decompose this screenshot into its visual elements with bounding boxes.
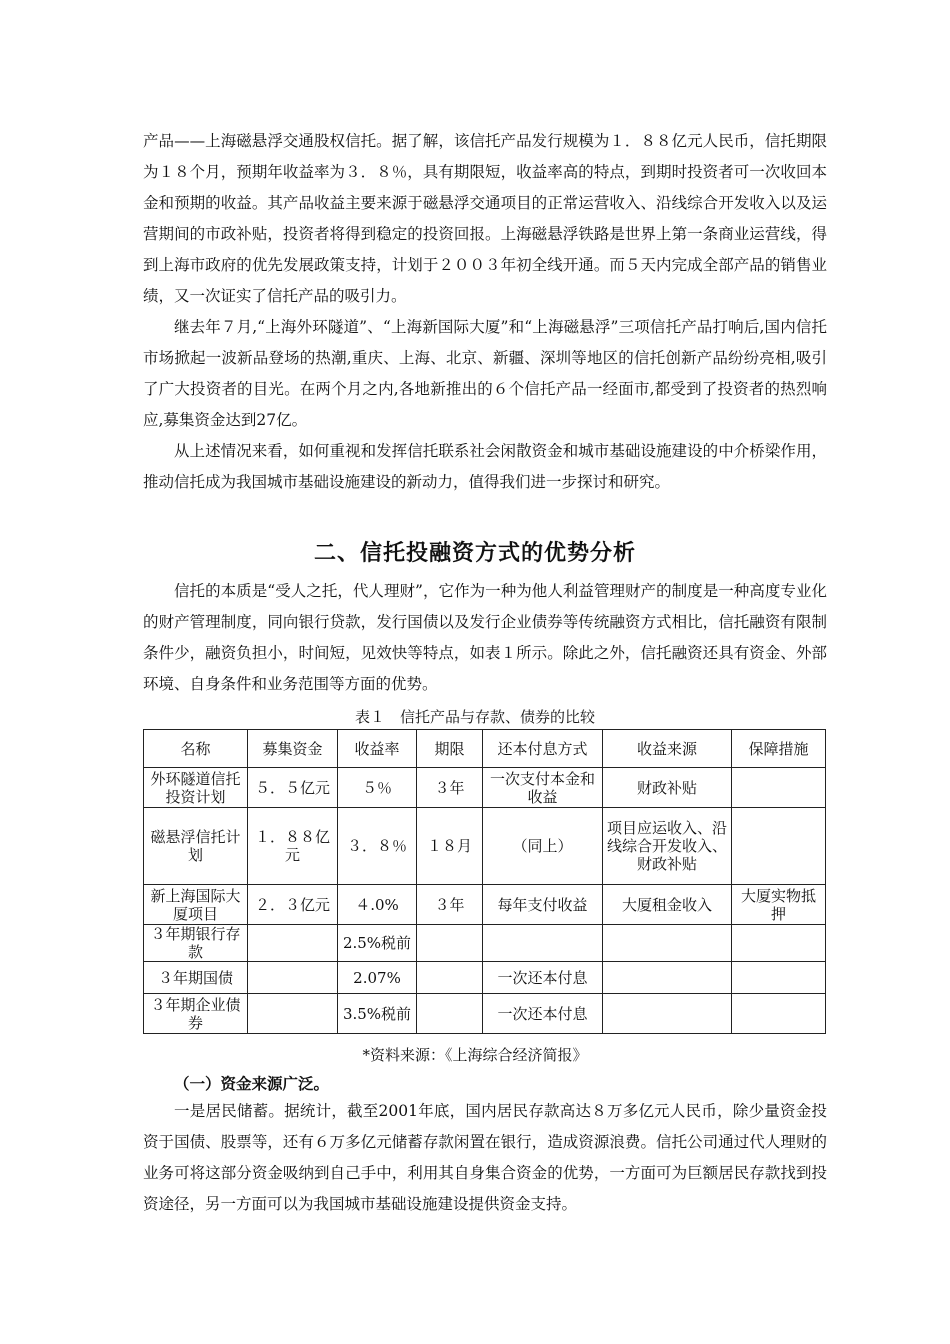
header-cell: 收益来源 <box>603 730 732 768</box>
table-cell: 大厦租金收入 <box>603 885 732 925</box>
header-cell: 保障措施 <box>732 730 826 768</box>
table-cell: １．８８亿元 <box>248 808 338 885</box>
table-cell <box>732 994 826 1034</box>
table-cell <box>417 925 483 962</box>
table-cell: ４.0% <box>338 885 417 925</box>
table-cell <box>248 994 338 1034</box>
table-cell: 财政补贴 <box>603 768 732 808</box>
comparison-table <box>143 729 826 1034</box>
table-cell: ３年期企业债券 <box>144 994 248 1034</box>
intro-paragraph-2: 继去年７月,“上海外环隧道”、“上海新国际大厦”和“上海磁悬浮”三项信托产品打响后,国内信托市场掀起一波新品登场的热潮,重庆、上海、北京、新疆、深圳等地区的信托创新产品纷纷亮相,吸引了广大投资者的目光。在两个月之内,各地新推出的６个信托产品一经面市,都受到了投资者的热烈响应,募集资金达到27亿。 <box>143 318 827 429</box>
table-cell: 3.5%税前 <box>338 994 417 1034</box>
header-cell: 还本付息方式 <box>483 730 603 768</box>
table-cell: 项目应运收入、沿线综合开发收入、财政补贴 <box>603 808 732 885</box>
table-cell: 新上海国际大厦项目 <box>144 885 248 925</box>
table-cell: ３年 <box>417 768 483 808</box>
table-cell: 大厦实物抵押 <box>732 885 826 925</box>
table-cell <box>732 962 826 994</box>
table-cell <box>603 925 732 962</box>
table-cell <box>732 925 826 962</box>
subsection-title: （一）资金来源广泛。 <box>174 1074 330 1093</box>
table-row <box>144 994 826 1034</box>
subsection-paragraph: 一是居民储蓄。据统计，截至2001年底，国内居民存款高达８万多亿元人民币，除少量资金投资于国债、股票等，还有６万多亿元储蓄存款闲置在银行，造成资源浪费。信托公司通过代人理财的业务可将这部分资金吸纳到自己手中，利用其自身集合资金的优势，一方面可为巨额居民存款找到投资途径，另一方面可以为我国城市基础设施建设提供资金支持。 <box>143 1102 827 1213</box>
table-cell: ５．５亿元 <box>248 768 338 808</box>
table-cell <box>603 962 732 994</box>
intro-paragraph-3: 从上述情况来看，如何重视和发挥信托联系社会闲散资金和城市基础设施建设的中介桥梁作用，推动信托成为我国城市基础设施建设的新动力，值得我们进一步探讨和研究。 <box>143 442 827 491</box>
table-cell <box>732 808 826 885</box>
table-row <box>144 768 826 808</box>
table-row <box>144 925 826 962</box>
table-cell: 外环隧道信托投资计划 <box>144 768 248 808</box>
table-row <box>144 808 826 885</box>
table-cell: ２．３亿元 <box>248 885 338 925</box>
header-cell: 期限 <box>417 730 483 768</box>
table-header-row <box>144 730 826 768</box>
table-source-note: *资料来源：《上海综合经济简报》 <box>362 1046 588 1064</box>
table-cell: ５％ <box>338 768 417 808</box>
table-cell: 一次还本付息 <box>483 962 603 994</box>
table-cell <box>248 962 338 994</box>
table-cell <box>483 925 603 962</box>
table-cell: 2.5%税前 <box>338 925 417 962</box>
table-cell: ３年 <box>417 885 483 925</box>
table-cell: 2.07% <box>338 962 417 994</box>
table-row <box>144 962 826 994</box>
intro-paragraph-1: 产品——上海磁悬浮交通股权信托。据了解，该信托产品发行规模为１．８８亿元人民币，信托期限为１８个月，预期年收益率为３．８％，具有期限短，收益率高的特点，到期时投资者可一次收回本金和预期的收益。其产品收益主要来源于磁悬浮交通项目的正常运营收入、沿线综合开发收入以及运营期间的市政补贴，投资者将得到稳定的投资回报。上海磁悬浮铁路是世界上第一条商业运营线，得到上海市政府的优先发展政策支持，计划于２００３年初全线开通。而５天内完成全部产品的销售业绩，又一次证实了信托产品的吸引力。 <box>143 132 827 305</box>
table-cell: 一次支付本金和收益 <box>483 768 603 808</box>
table-cell: ３年期银行存款 <box>144 925 248 962</box>
table-cell: ３年期国债 <box>144 962 248 994</box>
table-cell <box>732 768 826 808</box>
table-cell: 每年支付收益 <box>483 885 603 925</box>
table-cell <box>417 994 483 1034</box>
table-row <box>144 885 826 925</box>
header-cell: 募集资金 <box>248 730 338 768</box>
table-cell: 磁悬浮信托计划 <box>144 808 248 885</box>
header-cell: 收益率 <box>338 730 417 768</box>
table-cell <box>417 962 483 994</box>
table-cell <box>603 994 732 1034</box>
table-cell <box>248 925 338 962</box>
table-cell: 一次还本付息 <box>483 994 603 1034</box>
table-cell: （同上） <box>483 808 603 885</box>
table-caption: 表１ 信托产品与存款、债券的比较 <box>354 708 595 726</box>
header-cell: 名称 <box>144 730 248 768</box>
table-cell: １８月 <box>417 808 483 885</box>
section-heading: 二、信托投融资方式的优势分析 <box>313 541 636 566</box>
section-paragraph: 信托的本质是“受人之托，代人理财”，它作为一种为他人利益管理财产的制度是一种高度专业化的财产管理制度，同向银行贷款，发行国债以及发行企业债券等传统融资方式相比，信托融资有限制条件少，融资负担小，时间短，见效快等特点，如表１所示。除此之外，信托融资还具有资金、外部环境、自身条件和业务范围等方面的优势。 <box>143 582 827 693</box>
table-cell: ３．８％ <box>338 808 417 885</box>
